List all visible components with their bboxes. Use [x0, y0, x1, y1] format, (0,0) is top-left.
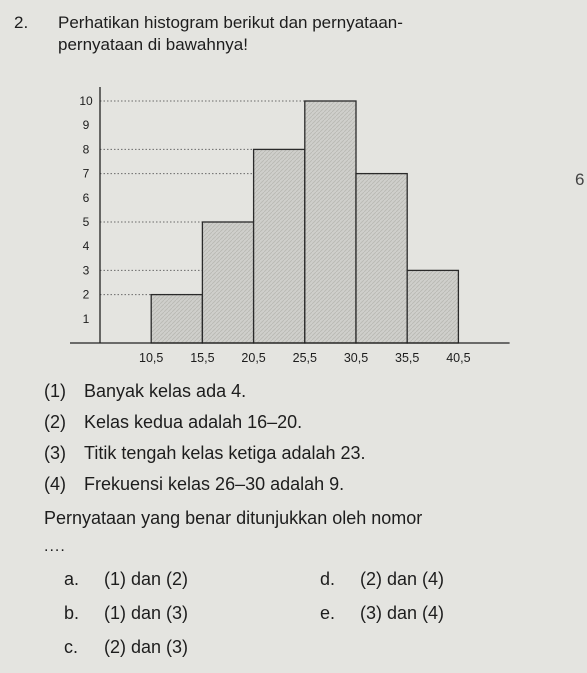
option-letter: a. [64, 569, 80, 589]
x-tick-label: 35,5 [395, 351, 420, 365]
histogram-bar [407, 270, 458, 343]
question-line-2: pernyataan di bawahnya! [58, 35, 248, 54]
option-text: (2) dan (3) [104, 637, 189, 657]
y-tick-label: 9 [82, 118, 90, 133]
histogram-bar [356, 174, 407, 343]
question-text [58, 12, 578, 56]
histogram-bar [151, 295, 202, 343]
y-tick-label: 3 [82, 263, 90, 278]
y-tick-label: 10 [79, 94, 93, 108]
option-letter: d. [320, 569, 336, 589]
option-letter: b. [64, 603, 80, 623]
option-letter: e. [320, 603, 336, 623]
histogram-bar [254, 149, 305, 343]
question-number: 2. [14, 13, 29, 32]
histogram-bar [202, 222, 253, 343]
y-tick-label: 2 [82, 287, 90, 302]
option-text: (3) dan (4) [360, 603, 445, 623]
statement-number: (4) [44, 474, 66, 494]
y-tick-label: 7 [82, 166, 90, 181]
statement-text: Banyak kelas ada 4. [84, 381, 247, 401]
cut-off-mark: 6 [575, 170, 585, 189]
statement-text: Titik tengah kelas ketiga adalah 23. [84, 443, 366, 463]
statement-text: Frekuensi kelas 26–30 adalah 9. [84, 474, 345, 494]
y-tick-label: 6 [82, 190, 90, 205]
prompt-ellipsis: .... [44, 538, 66, 555]
statement-number: (1) [44, 381, 66, 401]
x-tick-label: 25,5 [292, 351, 317, 365]
x-tick-label: 40,5 [446, 351, 471, 365]
option-text: (1) dan (3) [104, 603, 189, 623]
option-text: (1) dan (2) [104, 569, 189, 589]
y-tick-label: 1 [82, 311, 90, 326]
statement-number: (2) [44, 412, 66, 432]
y-tick-label: 4 [82, 239, 90, 254]
histogram-bar [305, 101, 356, 343]
statement-text: Kelas kedua adalah 16–20. [84, 412, 303, 432]
x-tick-label: 15,5 [190, 351, 215, 365]
option-text: (2) dan (4) [360, 569, 445, 589]
histogram [0, 80, 587, 380]
question-line-1: Perhatikan histogram berikut dan pernyataan- [58, 13, 403, 32]
y-tick-label: 8 [82, 142, 90, 157]
x-tick-label: 20,5 [241, 351, 266, 365]
statement-number: (3) [44, 443, 66, 463]
answer-prompt: Pernyataan yang benar ditunjukkan oleh nomor [44, 508, 423, 528]
x-tick-label: 30,5 [343, 351, 369, 365]
y-tick-label: 5 [82, 215, 90, 229]
x-tick-label: 10,5 [139, 351, 164, 365]
option-letter: c. [64, 637, 79, 657]
